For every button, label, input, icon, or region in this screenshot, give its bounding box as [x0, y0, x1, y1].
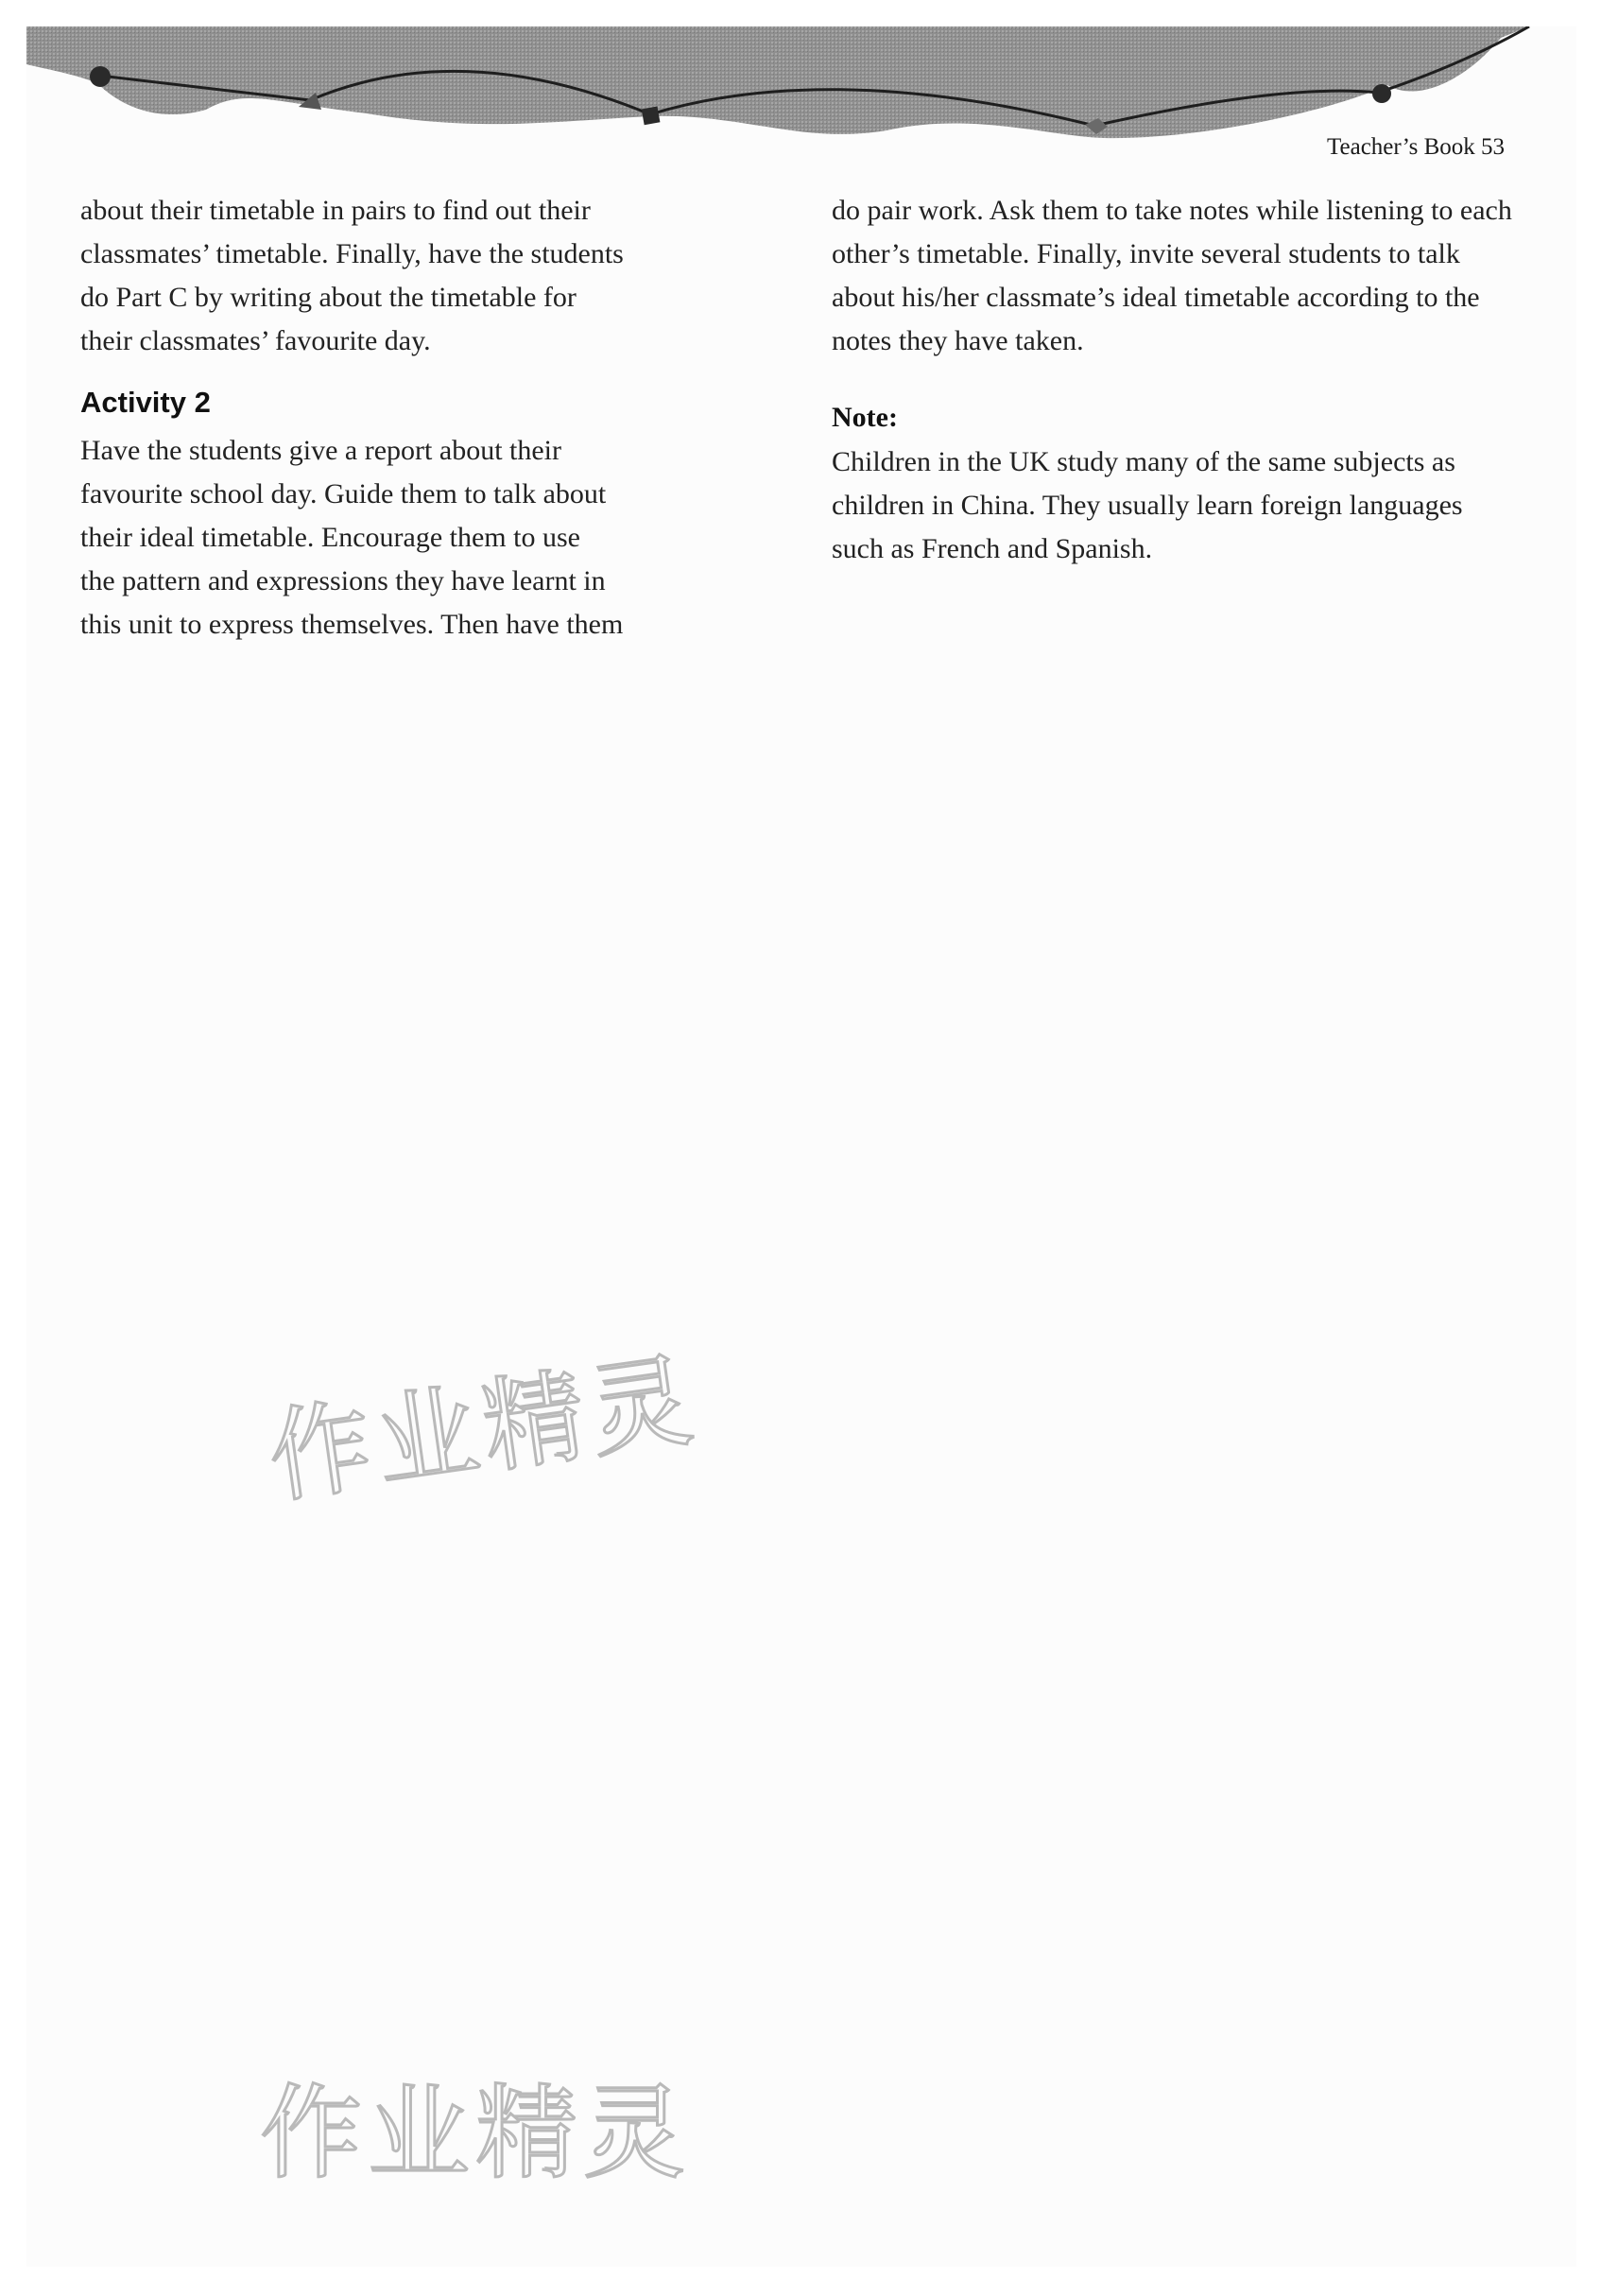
watermark-1: 作业精灵: [261, 1340, 705, 1519]
watermark-2: 作业精灵: [260, 2075, 692, 2193]
note-paragraph: Children in the UK study many of the same subjects as children in China. They usually learn foreign languages such as French and Spanish.: [832, 446, 1463, 564]
activity-heading: Activity 2: [80, 386, 211, 419]
activity-line-4: the pattern and expressions they have learnt in: [80, 565, 606, 596]
right-column: [832, 189, 1512, 571]
left-intro-line-2: classmates’ timetable. Finally, have the students: [80, 238, 624, 269]
bead-circle-2: [1372, 84, 1391, 103]
bead-circle-1: [90, 66, 111, 87]
left-intro-line-3: do Part C by writing about the timetable for: [80, 282, 577, 313]
decorative-banner: [26, 26, 1539, 154]
activity-line-3: their ideal timetable. Encourage them to use: [80, 522, 580, 553]
page-header: [1327, 134, 1505, 161]
right-continuation-paragraph: do pair work. Ask them to take notes while listening to each other’s timetable. Finally, invite several students to talk about his/her classmate’s ideal timetable according to the notes they have taken.: [832, 195, 1512, 356]
page-label: Teacher’s Book 53: [1326, 134, 1505, 160]
banner-scallop-shape: [26, 26, 1529, 138]
left-column: [80, 189, 742, 647]
activity-line-2: favourite school day. Guide them to talk about: [80, 478, 607, 509]
bead-square: [642, 107, 661, 126]
left-intro-line-1: about their timetable in pairs to find out their: [80, 195, 591, 226]
note-heading: Note:: [832, 402, 898, 433]
left-intro-line-4: their classmates’ favourite day.: [80, 325, 431, 356]
activity-line-5: this unit to express themselves. Then have them: [80, 609, 624, 640]
activity-line-1: Have the students give a report about their: [80, 435, 562, 466]
